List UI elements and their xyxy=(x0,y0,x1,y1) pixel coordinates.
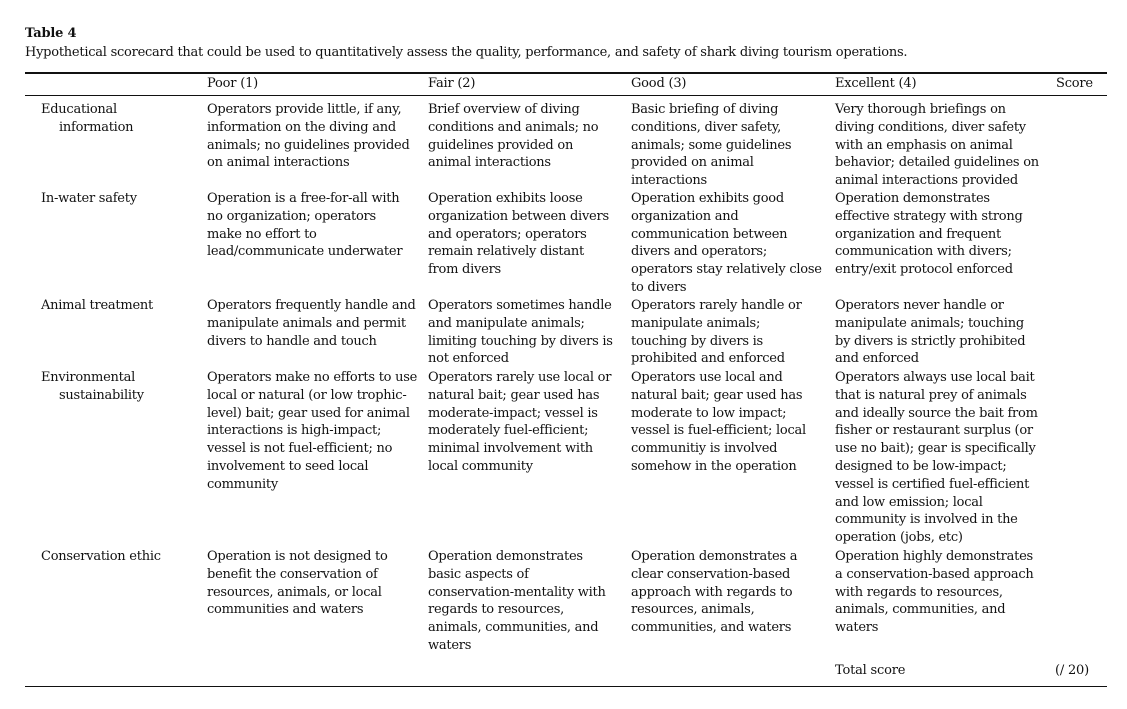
cell-text-line: entry/exit protocol enforced xyxy=(835,262,1013,278)
cell-text-line: manipulate animals and permit xyxy=(207,315,406,331)
fair-cell xyxy=(428,369,626,476)
cell-text-line: Operators never handle or xyxy=(835,298,1004,313)
cell-text-line: and operators; operators xyxy=(428,226,587,242)
cell-text-line: organization and xyxy=(631,208,739,224)
cell-text-line: vessel is fuel-efficient; local xyxy=(631,423,806,439)
cell-text-line: Brief overview of diving xyxy=(428,102,580,117)
total-score-label: Total score xyxy=(835,663,906,678)
cell-text-line: organization between divers xyxy=(428,208,609,224)
cell-text-line: Operation exhibits good xyxy=(631,191,784,206)
cell-text-line: level) bait; gear used for animal xyxy=(207,405,410,421)
good-cell xyxy=(631,190,829,297)
cell-text-line: Educational xyxy=(41,102,117,117)
good-cell xyxy=(631,369,829,476)
cell-text-line: Operators always use local bait xyxy=(835,370,1035,385)
cell-text-line: Animal treatment xyxy=(41,298,154,313)
cell-text-line: Operators frequently handle and xyxy=(207,298,416,313)
cell-text-line: minimal involvement with xyxy=(428,441,593,457)
cell-text-line: somehow in the operation xyxy=(631,458,797,474)
cell-text-line: and ideally source the bait from xyxy=(835,405,1038,421)
cell-text-line: interactions is high-impact; xyxy=(207,423,382,439)
cell-text-line: no organization; operators xyxy=(207,208,376,224)
cell-text-line: communication between xyxy=(631,226,788,242)
cell-text-line: natural bait; gear used has xyxy=(631,387,803,403)
cell-text-line: community xyxy=(207,476,278,492)
excellent-cell xyxy=(835,548,1045,637)
criterion-cell xyxy=(41,101,191,137)
cell-text-line: communities, and waters xyxy=(631,620,792,636)
excellent-cell xyxy=(835,297,1045,368)
cell-text-line: remain relatively distant xyxy=(428,244,584,260)
cell-text-line: vessel is not fuel-efficient; no xyxy=(207,441,393,457)
cell-text-line: moderate-impact; vessel is xyxy=(428,405,598,421)
cell-text-line: by divers is strictly prohibited xyxy=(835,333,1026,349)
cell-text-line: divers to handle and touch xyxy=(207,333,377,349)
cell-text-line: diving conditions, diver safety xyxy=(835,119,1026,135)
cell-text-line: waters xyxy=(835,620,879,636)
cell-text-line: not enforced xyxy=(428,351,509,367)
cell-text-line: Operators rarely use local or xyxy=(428,370,612,385)
excellent-cell xyxy=(835,190,1045,279)
cell-text-line: that is natural prey of animals xyxy=(835,387,1027,403)
cell-text-line: operators stay relatively close xyxy=(631,262,822,278)
poor-cell xyxy=(207,548,422,619)
criterion-cell xyxy=(41,548,191,566)
table-number: Table 4 xyxy=(25,26,77,41)
header-excellent: Excellent (4) xyxy=(835,76,917,91)
cell-text-line: animals, communities, and xyxy=(428,620,599,636)
cell-text-line: behavior; detailed guidelines on xyxy=(835,155,1039,171)
cell-text-line: Operation demonstrates a xyxy=(631,549,798,564)
cell-text-line: communitiy is involved xyxy=(631,441,778,457)
good-cell xyxy=(631,101,829,190)
cell-text-line: resources, animals, or local xyxy=(207,584,382,600)
cell-text-line: Operators use local and xyxy=(631,370,783,385)
cell-text-line: Operation demonstrates xyxy=(835,191,990,206)
cell-text-line: use no bait); gear is specifically xyxy=(835,441,1036,457)
cell-text-line: with an emphasis on animal xyxy=(835,137,1013,153)
good-cell xyxy=(631,548,829,637)
cell-text-line: limiting touching by divers is xyxy=(428,333,613,349)
cell-text-line: manipulate animals; touching xyxy=(835,315,1024,331)
fair-cell xyxy=(428,548,626,655)
cell-text-line: Operation highly demonstrates xyxy=(835,549,1033,564)
table-top-rule xyxy=(25,72,1107,74)
cell-text-line: fisher or restaurant surplus (or xyxy=(835,423,1033,439)
cell-text-line: information on the diving and xyxy=(207,119,396,135)
cell-text-line: a conservation-based approach xyxy=(835,566,1034,582)
poor-cell xyxy=(207,190,422,261)
fair-cell xyxy=(428,190,626,279)
excellent-cell xyxy=(835,369,1045,547)
cell-text-line: moderately fuel-efficient; xyxy=(428,423,589,439)
cell-text-line: Conservation ethic xyxy=(41,549,161,564)
cell-text-line: Very thorough briefings on xyxy=(835,102,1006,117)
cell-text-line: natural bait; gear used has xyxy=(428,387,600,403)
cell-text-line: organization and frequent xyxy=(835,226,1001,242)
cell-text-line: sustainability xyxy=(59,387,144,403)
header-score: Score xyxy=(1056,76,1093,91)
cell-text-line: conditions, diver safety, xyxy=(631,119,781,135)
excellent-cell xyxy=(835,101,1045,190)
cell-text-line: from divers xyxy=(428,262,501,278)
cell-text-line: Operation exhibits loose xyxy=(428,191,583,206)
cell-text-line: conditions and animals; no xyxy=(428,119,599,135)
cell-text-line: Operation demonstrates xyxy=(428,549,583,564)
poor-cell xyxy=(207,101,422,172)
good-cell xyxy=(631,297,829,368)
cell-text-line: Operators make no efforts to use xyxy=(207,370,418,385)
cell-text-line: involvement to seed local xyxy=(207,458,369,474)
poor-cell xyxy=(207,297,422,350)
cell-text-line: provided on animal xyxy=(631,155,754,171)
table-title: Hypothetical scorecard that could be used to quantitatively assess the quality, performance, and safety of shark diving tourism operations. xyxy=(25,45,908,60)
cell-text-line: lead/communicate underwater xyxy=(207,244,403,260)
cell-text-line: interactions xyxy=(631,173,707,189)
cell-text-line: Operators rarely handle or xyxy=(631,298,802,313)
cell-text-line: communication with divers; xyxy=(835,244,1012,260)
cell-text-line: local community xyxy=(428,458,533,474)
cell-text-line: touching by divers is xyxy=(631,333,763,349)
table-bottom-rule xyxy=(25,686,1107,687)
cell-text-line: and manipulate animals; xyxy=(428,315,585,331)
cell-text-line: animal interactions xyxy=(428,155,551,171)
cell-text-line: regards to resources, xyxy=(428,602,565,618)
cell-text-line: designed to be low-impact; xyxy=(835,458,1007,474)
header-fair: Fair (2) xyxy=(428,76,476,91)
cell-text-line: vessel is certified fuel-efficient xyxy=(835,476,1030,492)
cell-text-line: with regards to resources, xyxy=(835,584,1003,600)
cell-text-line: on animal interactions xyxy=(207,155,350,171)
cell-text-line: conservation-mentality with xyxy=(428,584,606,600)
header-good: Good (3) xyxy=(631,76,687,91)
total-score-value: (/ 20) xyxy=(1055,663,1089,678)
cell-text-line: approach with regards to xyxy=(631,584,793,600)
cell-text-line: community is involved in the xyxy=(835,512,1018,528)
cell-text-line: animals, communities, and xyxy=(835,602,1006,618)
header-poor: Poor (1) xyxy=(207,76,259,91)
cell-text-line: animals; no guidelines provided xyxy=(207,137,410,153)
cell-text-line: information xyxy=(59,119,134,135)
cell-text-line: waters xyxy=(428,637,472,653)
cell-text-line: communities and waters xyxy=(207,602,364,618)
cell-text-line: animals; some guidelines xyxy=(631,137,792,153)
cell-text-line: basic aspects of xyxy=(428,566,529,582)
cell-text-line: prohibited and enforced xyxy=(631,351,785,367)
cell-text-line: clear conservation-based xyxy=(631,566,791,582)
cell-text-line: Operation is a free-for-all with xyxy=(207,191,400,206)
cell-text-line: benefit the conservation of xyxy=(207,566,378,582)
cell-text-line: and enforced xyxy=(835,351,919,367)
cell-text-line: Basic briefing of diving xyxy=(631,102,779,117)
poor-cell xyxy=(207,369,422,494)
cell-text-line: moderate to low impact; xyxy=(631,405,787,421)
cell-text-line: divers and operators; xyxy=(631,244,767,260)
cell-text-line: In-water safety xyxy=(41,191,137,206)
cell-text-line: local or natural (or low trophic- xyxy=(207,387,407,403)
cell-text-line: to divers xyxy=(631,279,687,295)
cell-text-line: make no effort to xyxy=(207,226,317,242)
criterion-cell xyxy=(41,369,191,405)
cell-text-line: operation (jobs, etc) xyxy=(835,530,963,546)
cell-text-line: and low emission; local xyxy=(835,494,983,510)
table-header-rule xyxy=(25,95,1107,96)
cell-text-line: Environmental xyxy=(41,370,136,385)
cell-text-line: Operators sometimes handle xyxy=(428,298,612,313)
cell-text-line: guidelines provided on xyxy=(428,137,574,153)
fair-cell xyxy=(428,297,626,368)
cell-text-line: Operation is not designed to xyxy=(207,549,388,564)
cell-text-line: animal interactions provided xyxy=(835,173,1018,189)
fair-cell xyxy=(428,101,626,172)
cell-text-line: manipulate animals; xyxy=(631,315,761,331)
criterion-cell xyxy=(41,190,191,208)
criterion-cell xyxy=(41,297,191,315)
cell-text-line: Operators provide little, if any, xyxy=(207,102,402,117)
cell-text-line: effective strategy with strong xyxy=(835,208,1023,224)
cell-text-line: resources, animals, xyxy=(631,602,755,618)
